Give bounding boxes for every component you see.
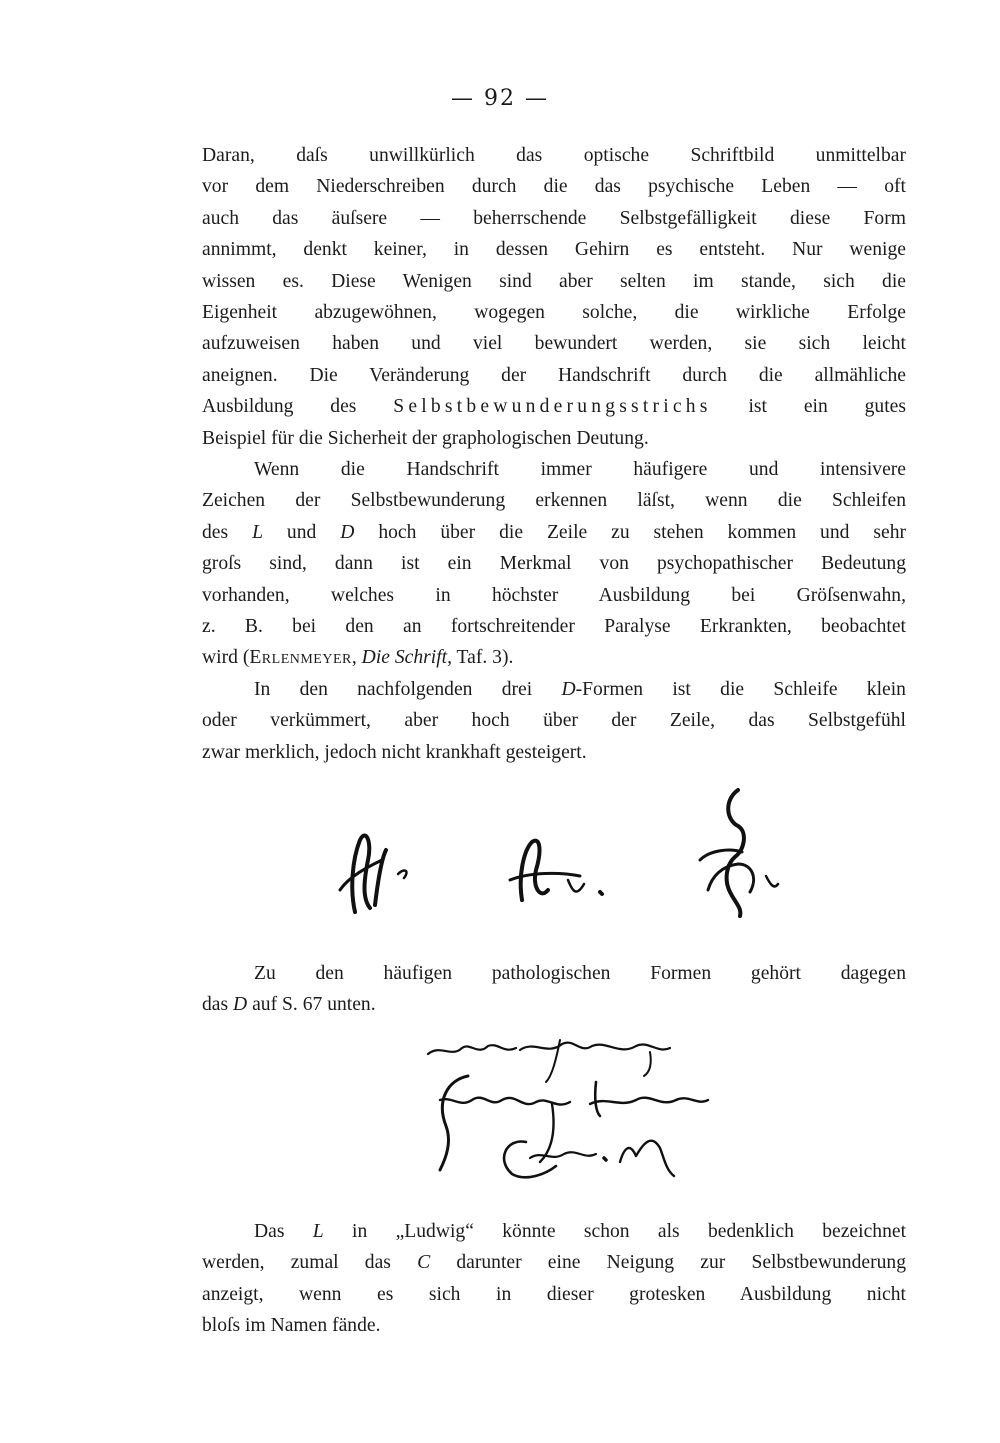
text-segment: Ausbildung des xyxy=(202,396,394,418)
text-line: aneignen. Die Veränderung der Handschrift durch die allmähliche xyxy=(202,364,906,386)
text-segment: werden, zumal das xyxy=(202,1252,418,1274)
text-line: zwar merklich, jedoch nicht krankhaft gesteigert. xyxy=(202,741,587,763)
text-segment: und xyxy=(262,521,341,543)
text-segment: Das xyxy=(254,1221,313,1242)
text-segment: in „Ludwig“ könnte schon als bedenklich bezeichnet xyxy=(323,1221,907,1242)
letter-l: L xyxy=(252,521,263,543)
text-line: groſs sind, dann ist ein Merkmal von psychopathischer Bedeutung xyxy=(202,553,906,575)
page-number: — 92 — xyxy=(451,86,549,111)
text-segment: darunter eine Neigung zur Selbstbewunderung xyxy=(430,1252,907,1274)
text-line xyxy=(202,391,906,422)
handwriting-specimen-d-forms xyxy=(0,780,1000,930)
text-segment: ist ein gutes xyxy=(711,396,906,418)
text-segment: auf S. 67 unten. xyxy=(247,994,376,1016)
text-segment: wird ( xyxy=(202,647,250,669)
text-line: anzeigt, wenn es sich in dieser grotesken Ausbildung nicht xyxy=(202,1283,906,1305)
text-line xyxy=(202,1247,906,1278)
letter-l: L xyxy=(312,1221,324,1242)
text-segment: , xyxy=(351,647,362,669)
text-line xyxy=(202,1216,906,1247)
text-line: annimmt, denkt keiner, in dessen Gehirn es entsteht. Nur wenige xyxy=(202,239,906,261)
text-segment: das xyxy=(202,994,234,1016)
paragraph-3 xyxy=(202,674,906,768)
paragraph-5 xyxy=(202,1216,906,1342)
text-line: z. B. bei den an fortschreitender Paralyse Erkrankten, beobachtet xyxy=(202,616,906,638)
text-segment: hoch über die Zeile zu stehen kommen und sehr xyxy=(354,521,907,543)
text-line: Eigenheit abzugewöhnen, wogegen solche, die wirkliche Erfolge xyxy=(202,302,906,324)
paragraph-1 xyxy=(202,140,906,454)
text-line: auch das äuſsere — beherrschende Selbstgefälligkeit diese Form xyxy=(202,207,906,229)
text-line xyxy=(202,674,906,705)
text-line: oder verkümmert, aber hoch über der Zeile, das Selbstgefühl xyxy=(202,710,906,732)
book-title: Die Schrift, xyxy=(361,647,453,669)
text-line: vor dem Niederschreiben durch die das psychische Leben — oft xyxy=(202,176,906,198)
text-line: Zu den häufigen pathologischen Formen gehört dagegen xyxy=(254,963,906,984)
author-name: Erlenmeyer xyxy=(249,647,352,669)
text-line: wissen es. Diese Wenigen sind aber selten im stande, sich die xyxy=(202,270,906,292)
text-segment: In den nachfolgenden drei xyxy=(254,679,562,700)
text-segment: Taf. 3). xyxy=(452,647,514,669)
text-line: vorhanden, welches in höchster Ausbildung bei Gröſsenwahn, xyxy=(202,584,906,606)
text-line xyxy=(202,642,906,673)
handwriting-d-forms-image xyxy=(0,780,1000,930)
text-segment: des xyxy=(202,521,253,543)
letter-d: D xyxy=(561,679,576,700)
text-line: aufzuweisen haben und viel bewundert werden, sie sich leicht xyxy=(202,333,906,355)
handwriting-specimen-signature xyxy=(0,1030,1000,1200)
text-line: Zeichen der Selbstbewunderung erkennen läſst, wenn die Schleifen xyxy=(202,490,906,512)
letter-c: C xyxy=(417,1252,431,1274)
text-line: Beispiel für die Sicherheit der graphologischen Deutung. xyxy=(202,427,649,449)
text-segment: -Formen ist die Schleife klein xyxy=(575,679,906,700)
text-line: Wenn die Handschrift immer häufigere und intensivere xyxy=(254,459,906,480)
text-line: Daran, daſs unwillkürlich das optische Schriftbild unmittelbar xyxy=(202,145,906,166)
letter-d: D xyxy=(233,994,248,1016)
text-line xyxy=(202,517,906,548)
paragraph-2 xyxy=(202,454,906,674)
spaced-term: Selbstbewunderungsstrichs xyxy=(393,396,712,418)
letter-d: D xyxy=(340,521,355,543)
text-line: bloſs im Namen fände. xyxy=(202,1315,381,1337)
handwriting-signature-image xyxy=(0,1030,1000,1200)
text-line xyxy=(202,989,906,1020)
paragraph-4 xyxy=(202,958,906,1021)
